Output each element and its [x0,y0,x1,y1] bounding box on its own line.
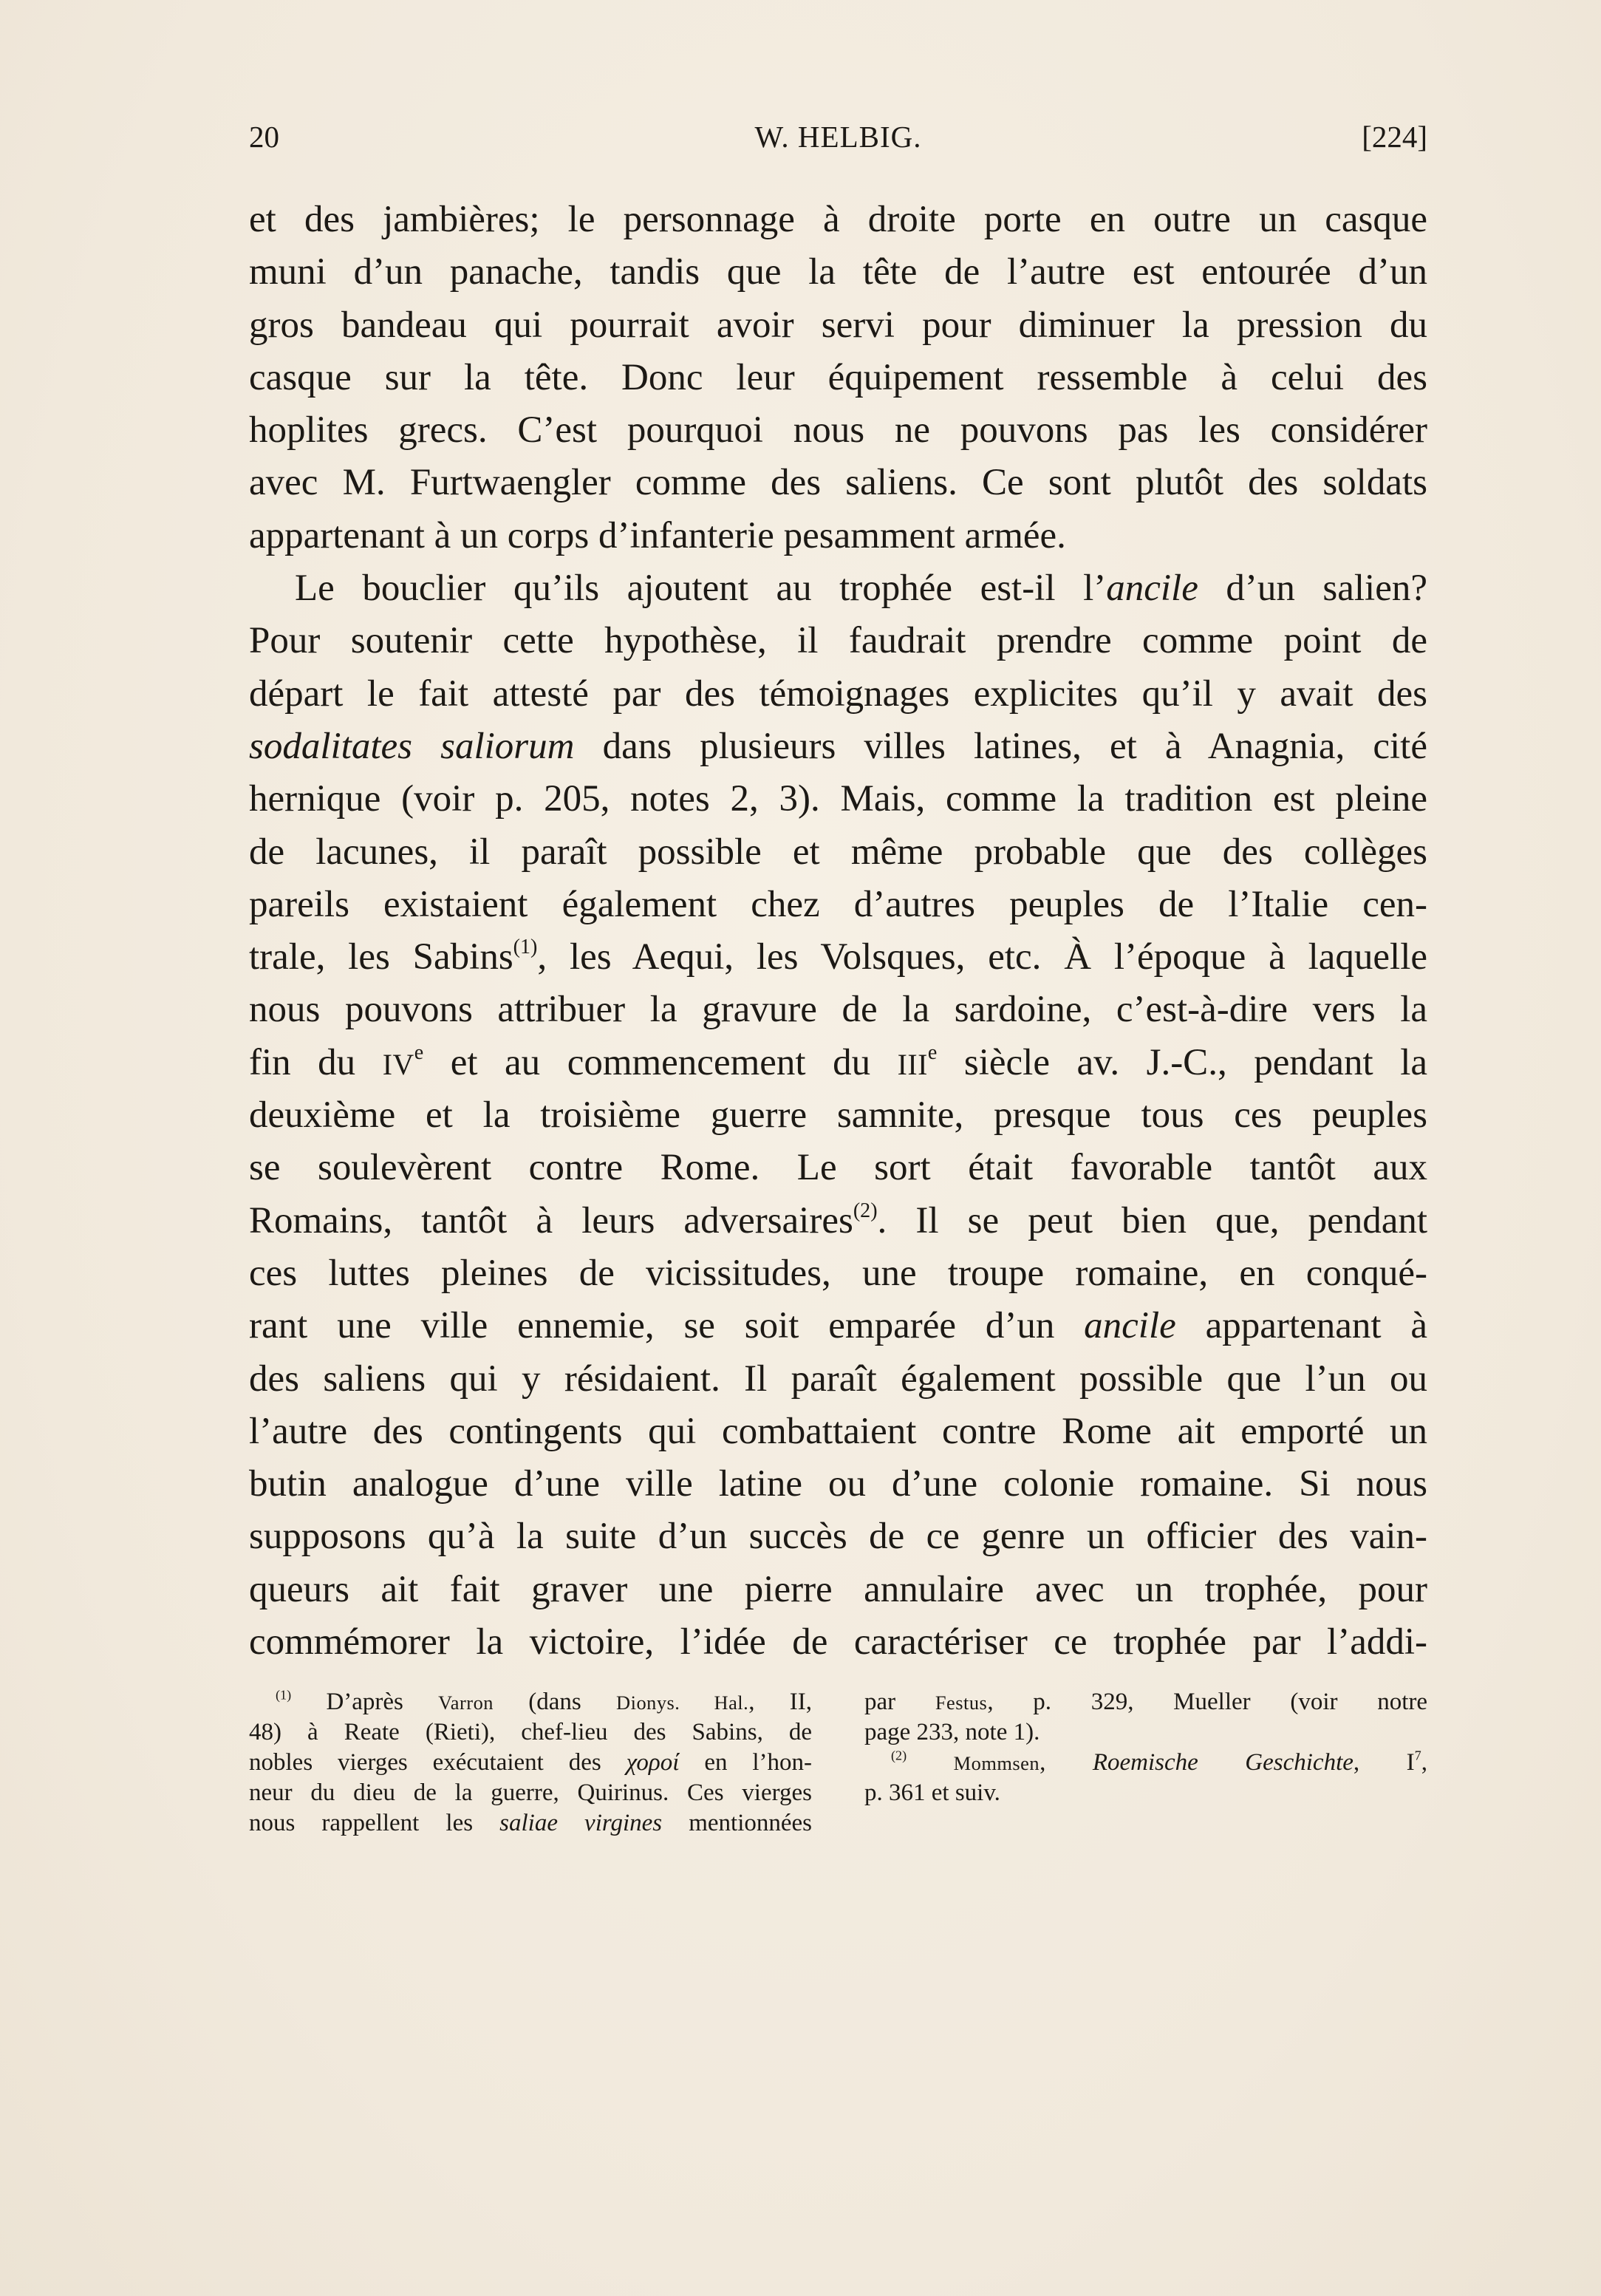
text-line: gros bandeau qui pourrait avoir servi pour diminuer la pression du [249,304,1427,346]
text-segment: Le bouclier qu’ils ajoutent au trophée est-il l’ [295,568,1107,610]
text-segment: d’un salien? [1198,568,1427,610]
greek-term: χοροί [626,1749,680,1776]
page-header [249,111,1427,163]
text-line: queurs ait fait graver une pierre annulaire avec un trophée, pour [249,1568,1427,1610]
text-segment: trale, les Sabins [249,936,513,978]
text-line: ces luttes pleines de vicissitudes, une troupe romaine, en conqué- [249,1252,1427,1294]
text-segment: . Il se peut bien que, pendant [877,1199,1427,1241]
text-segment: dans plusieurs villes latines, et à Anagnia, cité [574,725,1427,767]
footnotes-right-column [864,1687,1427,1808]
text-line: hernique (voir p. 205, notes 2, 3). Mais, comme la tradition est pleine [249,778,1427,820]
text-segment: fin du [249,1041,383,1083]
text-line: avec M. Furtwaengler comme des saliens. Ce sont plutôt des soldats [249,462,1427,504]
text-segment: , I [1353,1749,1415,1776]
footnote-line: page 233, note 1). [864,1719,1040,1745]
text-line [249,721,1427,773]
text-segment: , [1421,1749,1427,1776]
text-segment: (dans [494,1689,617,1715]
author-name: Festus [935,1692,988,1714]
text-line [249,931,1427,984]
superscript: e [414,1040,424,1064]
text-segment: mentionnées [662,1810,812,1836]
author-name: Varron [438,1692,494,1714]
text-line [249,562,1427,615]
text-line: butin analogue d’une ville latine ou d’une colonie romaine. Si nous [249,1463,1427,1505]
roman-numeral: III [897,1048,928,1081]
text-line: se soulevèrent contre Rome. Le sort était favorable tantôt aux [249,1147,1427,1189]
text-line: deuxième et la troisième guerre samnite, presque tous ces peuples [249,1094,1427,1137]
author-name: Mommsen [953,1752,1040,1774]
text-line: nous pouvons attribuer la gravure de la sardoine, c’est-à-dire vers la [249,989,1427,1031]
text-line [249,1037,1427,1089]
footnote-line [249,1748,812,1778]
footnote-line [864,1748,1427,1778]
footnote-line [249,1808,812,1839]
text-line: appartenant à un corps d’infanterie pesamment armée. [249,514,1066,556]
text-segment: rant une ville ennemie, se soit emparée d’un [249,1305,1085,1347]
text-segment: par [864,1689,935,1715]
text-segment: , les Aequi, les Volsques, etc. À l’époque à laquelle [537,936,1427,978]
text-line: et des jambières; le personnage à droite porte en outre un casque [249,199,1427,240]
text-line: départ le fait attesté par des témoignages explicites qu’il y avait des [249,672,1427,715]
text-line: des saliens qui y résidaient. Il paraît également possible que l’un ou [249,1357,1427,1400]
body-text [249,194,1427,1669]
italic-term: ancile [1084,1305,1176,1347]
text-line: pareils existaient également chez d’autres peuples de l’Italie cen- [249,883,1427,925]
running-title-author: W. HELBIG. [754,120,922,154]
text-segment: siècle av. J.-C., pendant la [937,1041,1427,1083]
text-segment: en l’hon- [679,1749,812,1776]
author-name: Dionys. Hal. [616,1692,749,1714]
footnote-ref-2[interactable]: (2) [853,1199,878,1222]
footnote-marker-1: (1) [276,1687,292,1703]
superscript: 7 [1414,1748,1421,1763]
page-number: 20 [249,120,279,154]
italic-term: ancile [1106,568,1198,610]
text-line: de lacunes, il paraît possible et même probable que des collèges [249,831,1427,873]
superscript: e [927,1040,938,1064]
footnote-line [864,1687,1427,1717]
footnote-marker-2: (2) [891,1748,907,1763]
italic-term: sodalitates saliorum [249,725,575,767]
text-line: supposons qu’à la suite d’un succès de ce genre un officier des vain- [249,1516,1427,1558]
footnote-line: neur du dieu de la guerre, Quirinus. Ces vierges [249,1779,812,1806]
text-line: commémorer la victoire, l’idée de caractériser ce trophée par l’addi- [249,1621,1427,1663]
text-segment: Romains, tantôt à leurs adversaires [249,1199,853,1241]
text-segment: D’après [291,1689,439,1715]
text-segment: nous rappellent les [249,1810,500,1836]
text-line: Pour soutenir cette hypothèse, il faudrait prendre comme point de [249,620,1427,662]
text-line [249,1195,1427,1247]
italic-term: saliae virgines [499,1810,663,1836]
text-segment: , [1040,1749,1093,1776]
text-line [249,1300,1427,1352]
footnotes-left-column [249,1687,812,1839]
text-segment: nobles vierges exécutaient des [249,1749,627,1776]
text-line: hoplites grecs. C’est pourquoi nous ne pouvons pas les considérer [249,409,1427,452]
text-segment: , II, [748,1689,812,1715]
text-line: l’autre des contingents qui combattaient contre Rome ait emporté un [249,1410,1427,1452]
roman-numeral: IV [382,1048,414,1081]
text-segment: et au commencement du [423,1041,898,1083]
footnote-ref-1[interactable]: (1) [513,936,538,959]
text-segment: , p. 329, Mueller (voir notre [987,1689,1427,1715]
footnote-line: p. 361 et suiv. [864,1779,1000,1806]
text-segment: appartenant à [1175,1305,1427,1347]
book-title: Roemische Geschichte [1092,1749,1353,1776]
text-line: muni d’un panache, tandis que la tête de l’autre est entourée d’un [249,251,1427,293]
footnote-line [249,1687,812,1717]
text-line: casque sur la tête. Donc leur équipement ressemble à celui des [249,356,1427,398]
footnote-line: 48) à Reate (Rieti), chef-lieu des Sabins, de [249,1719,812,1745]
footnotes [249,1687,1427,1879]
original-page-number: [224] [1362,120,1427,154]
